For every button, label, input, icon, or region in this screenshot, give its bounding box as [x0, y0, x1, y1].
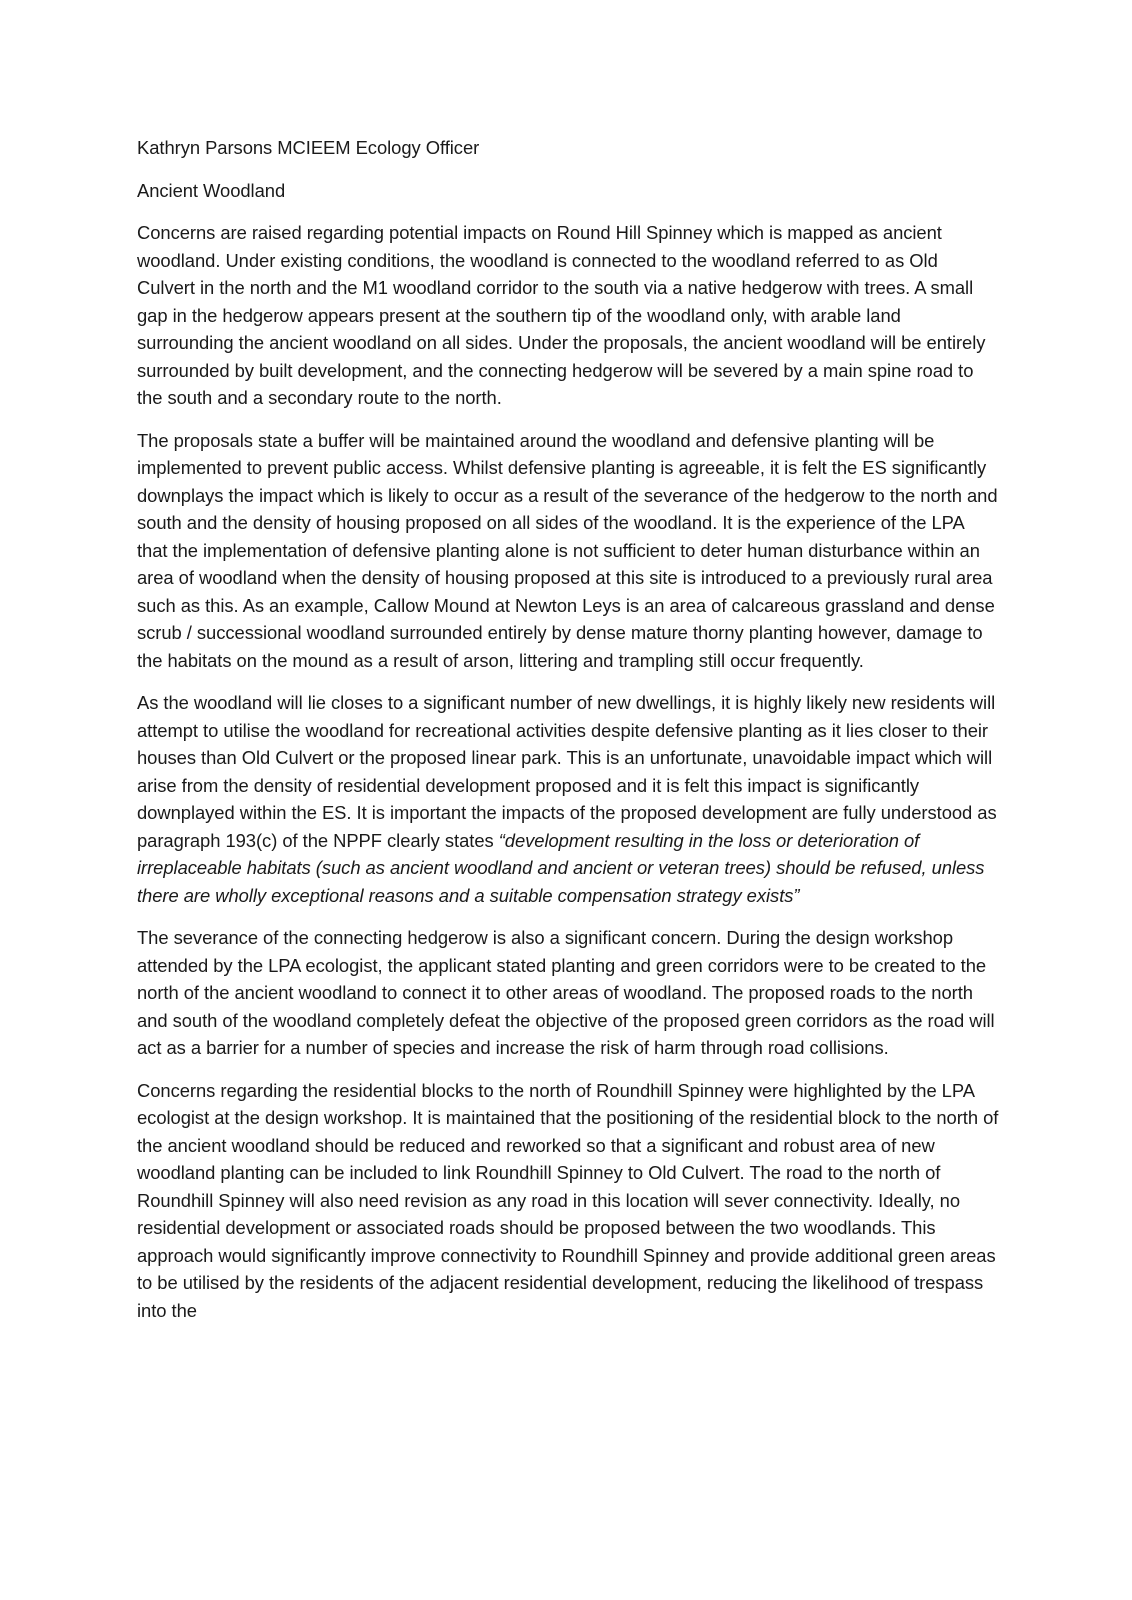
- nppf-quote: “development resulting in the loss or deterioration of irreplaceable habitats (such as ancient woodland and ancient or veteran trees) should be refused, unless there are wholly exceptional reasons and a suitable compensation strategy exists”: [137, 829, 985, 906]
- section-heading: Ancient Woodland: [137, 179, 286, 201]
- author-line: Kathryn Parsons MCIEEM Ecology Officer: [137, 137, 480, 158]
- paragraph-text: As the woodland will lie closes to a significant number of new dwellings, it is highly likely new residents will attempt to utilise the woodland for recreational activities despite defensive planting as it lies closer to their houses than Old Culvert or the proposed linear park. This is an unfortunate, unavoidable impact which will arise from the density of residential development proposed and it is felt this impact is significantly downplayed within the ES. It is important the impacts of the proposed development are fully understood as paragraph 193(c) of the NPPF clearly states: [137, 692, 997, 851]
- paragraph: Concerns are raised regarding potential impacts on Round Hill Spinney which is mapped as ancient woodland. Under existing conditions, the woodland is connected to the woodland referred to as Old Culvert in the north and the M1 woodland corridor to the south via a native hedgerow with trees. A small gap in the hedgerow appears present at the southern tip of the woodland only, with arable land surrounding the ancient woodland on all sides. Under the proposals, the ancient woodland will be entirely surrounded by built development, and the connecting hedgerow will be severed by a main spine road to the south and a secondary route to the north.: [137, 222, 986, 408]
- paragraph: The severance of the connecting hedgerow is also a significant concern. During the design workshop attended by the LPA ecologist, the applicant stated planting and green corridors were to be created to the north of the ancient woodland to connect it to other areas of woodland. The proposed roads to the north and south of the woodland completely defeat the objective of the proposed green corridors as the road will act as a barrier for a number of species and increase the risk of harm through road collisions.: [137, 927, 995, 1058]
- document-body: [137, 134, 999, 1324]
- paragraph: The proposals state a buffer will be maintained around the woodland and defensive planting will be implemented to prevent public access. Whilst defensive planting is agreeable, it is felt the ES significantly downplays the impact which is likely to occur as a result of the severance of the hedgerow to the north and south and the density of housing proposed on all sides of the woodland. It is the experience of the LPA that the implementation of defensive planting alone is not sufficient to deter human disturbance within an area of woodland when the density of housing proposed at this site is introduced to a previously rural area such as this. As an example, Callow Mound at Newton Leys is an area of calcareous grassland and dense scrub / successional woodland surrounded entirely by dense mature thorny planting however, damage to the habitats on the mound as a result of arson, littering and trampling still occur frequently.: [137, 429, 998, 671]
- paragraph: Concerns regarding the residential blocks to the north of Roundhill Spinney were highlighted by the LPA ecologist at the design workshop. It is maintained that the positioning of the residential block to the north of the ancient woodland should be reduced and reworked so that a significant and robust area of new woodland planting can be included to link Roundhill Spinney to Old Culvert. The road to the north of Roundhill Spinney will also need revision as any road in this location will sever connectivity. Ideally, no residential development or associated roads should be proposed between the two woodlands. This approach would significantly improve connectivity to Roundhill Spinney and provide additional green areas to be utilised by the residents of the adjacent residential development, reducing the likelihood of trespass into the: [137, 1079, 999, 1321]
- paragraph-with-quote: [137, 689, 999, 909]
